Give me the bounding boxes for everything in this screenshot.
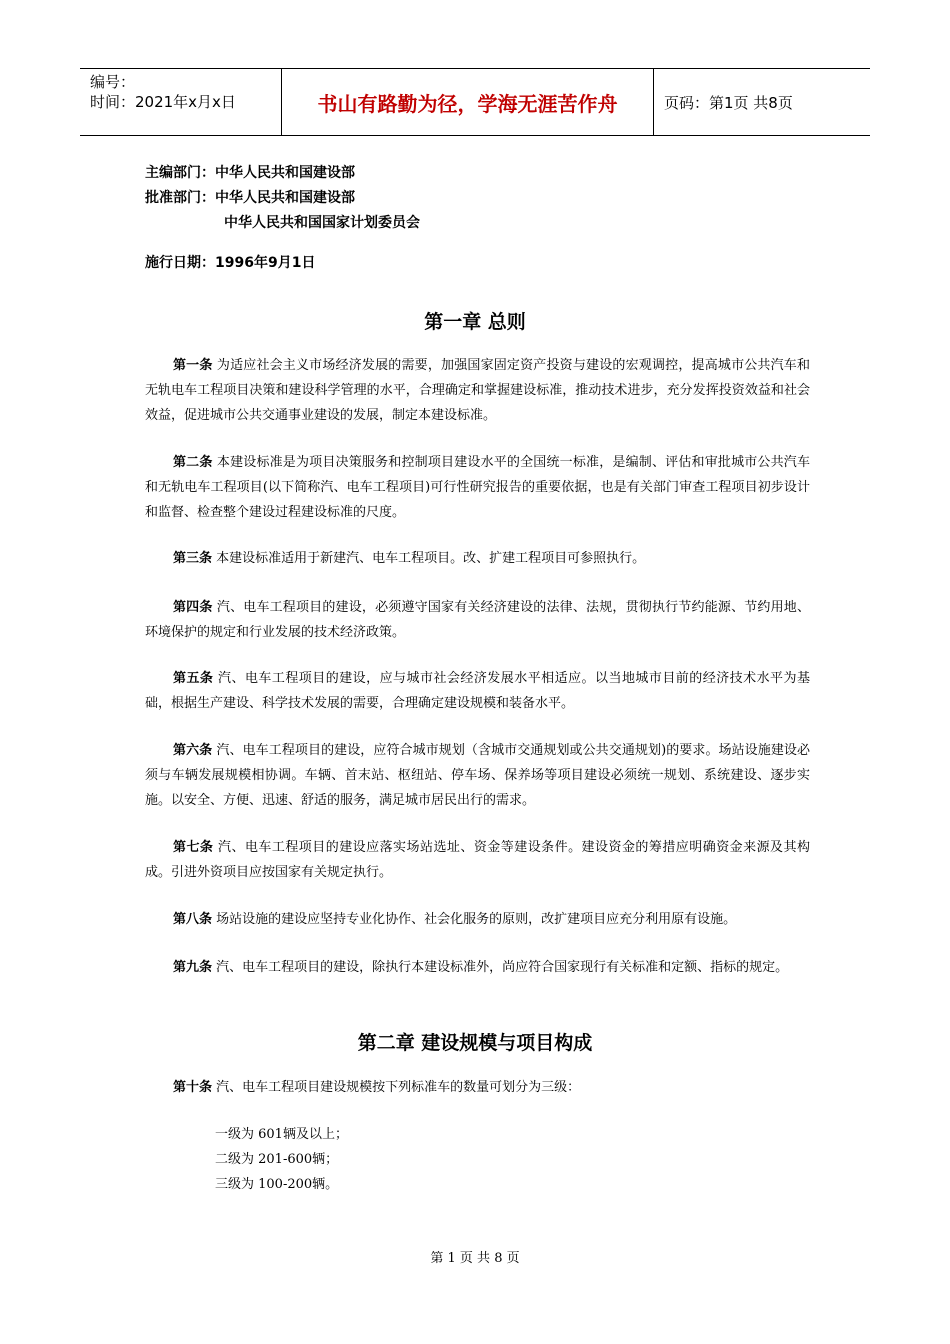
article-text: 汽、电车工程项目的建设，应符合城市规划（含城市交通规划或公共交通规划)的要求。场站设施建设必须与车辆发展规模相协调。车辆、首末站、枢纽站、停车场、保养场等项目建设必须统一规划、系统建设、逐步实施。以安全、方便、迅速、舒适的服务，满足城市居民出行的需求。 [145, 743, 810, 808]
article-4 [145, 595, 810, 645]
approver-dept-2: 中华人民共和国国家计划委员会 [224, 215, 420, 231]
list-item: 二级为 201-600辆； [215, 1152, 339, 1167]
article-text: 汽、电车工程项目建设规模按下列标准车的数量可划分为三级： [216, 1080, 581, 1095]
article-text: 汽、电车工程项目的建设，除执行本建设标准外，尚应符合国家现行有关标准和定额、指标的规定。 [216, 960, 789, 975]
header-table [80, 68, 870, 136]
approver-dept: 批准部门：中华人民共和国建设部 [145, 190, 355, 206]
article-number: 第一条 [173, 358, 213, 373]
motto: 书山有路勤为径，学海无涯苦作舟 [282, 69, 654, 135]
article-text: 汽、电车工程项目的建设，必须遵守国家有关经济建设的法律、法规，贯彻执行节约能源、节约用地、环境保护的规定和行业发展的技术经济政策。 [145, 600, 810, 640]
article-number: 第十条 [173, 1080, 213, 1095]
list-item: 一级为 601辆及以上； [215, 1127, 348, 1142]
article-5 [145, 666, 810, 716]
article-text: 汽、电车工程项目的建设，应与城市社会经济发展水平相适应。以当地城市目前的经济技术水平为基础，根据生产建设、科学技术发展的需要，合理确定建设规模和装备水平。 [145, 671, 810, 711]
article-10 [145, 1075, 810, 1100]
article-number: 第二条 [173, 455, 213, 470]
chapter-1-title: 第一章 总则 [424, 311, 526, 333]
article-3 [145, 546, 810, 571]
page-footer: 第 1 页 共 8 页 [430, 1251, 520, 1266]
article-2 [145, 450, 810, 525]
article-number: 第七条 [173, 840, 214, 855]
article-number: 第八条 [173, 912, 213, 927]
article-6 [145, 738, 810, 813]
article-number: 第三条 [173, 551, 213, 566]
chapter-2-title: 第二章 建设规模与项目构成 [357, 1032, 593, 1054]
article-text: 为适应社会主义市场经济发展的需要，加强国家固定资产投资与建设的宏观调控，提高城市公共汽车和无轨电车工程项目决策和建设科学管理的水平，合理确定和掌握建设标准，推动技术进步，充分发挥投资效益和社会效益，促进城市公共交通事业建设的发展，制定本建设标准。 [145, 358, 810, 423]
article-1 [145, 353, 810, 428]
list-item: 三级为 100-200辆。 [215, 1177, 339, 1192]
article-text: 汽、电车工程项目的建设应落实场站选址、资金等建设条件。建设资金的筹措应明确资金来源及其构成。引进外资项目应按国家有关规定执行。 [145, 840, 810, 880]
time-label: 时间：2021年x月x日 [90, 93, 236, 111]
article-text: 本建设标准适用于新建汽、电车工程项目。改、扩建工程项目可参照执行。 [216, 551, 646, 566]
article-number: 第六条 [173, 743, 213, 758]
header-left-cell [80, 69, 282, 135]
article-number: 第四条 [173, 600, 213, 615]
article-8 [145, 907, 810, 932]
article-text: 本建设标准是为项目决策服务和控制项目建设水平的全国统一标准，是编制、评估和审批城市公共汽车和无轨电车工程项目(以下简称汽、电车工程项目)可行性研究报告的重要依据，也是有关部门审查工程项目初步设计和监督、检查整个建设过程建设标准的尺度。 [145, 455, 810, 520]
article-number: 第九条 [173, 960, 213, 975]
number-label: 编号： [90, 73, 136, 91]
article-text: 场站设施的建设应坚持专业化协作、社会化服务的原则，改扩建项目应充分利用原有设施。 [216, 912, 737, 927]
editor-dept: 主编部门：中华人民共和国建设部 [145, 165, 355, 181]
article-number: 第五条 [173, 671, 214, 686]
level-list [215, 1122, 348, 1197]
effective-date: 施行日期：1996年9月1日 [145, 255, 316, 271]
article-7 [145, 835, 810, 885]
page-info: 页码：第1页 共8页 [664, 93, 793, 112]
article-9 [145, 955, 810, 980]
